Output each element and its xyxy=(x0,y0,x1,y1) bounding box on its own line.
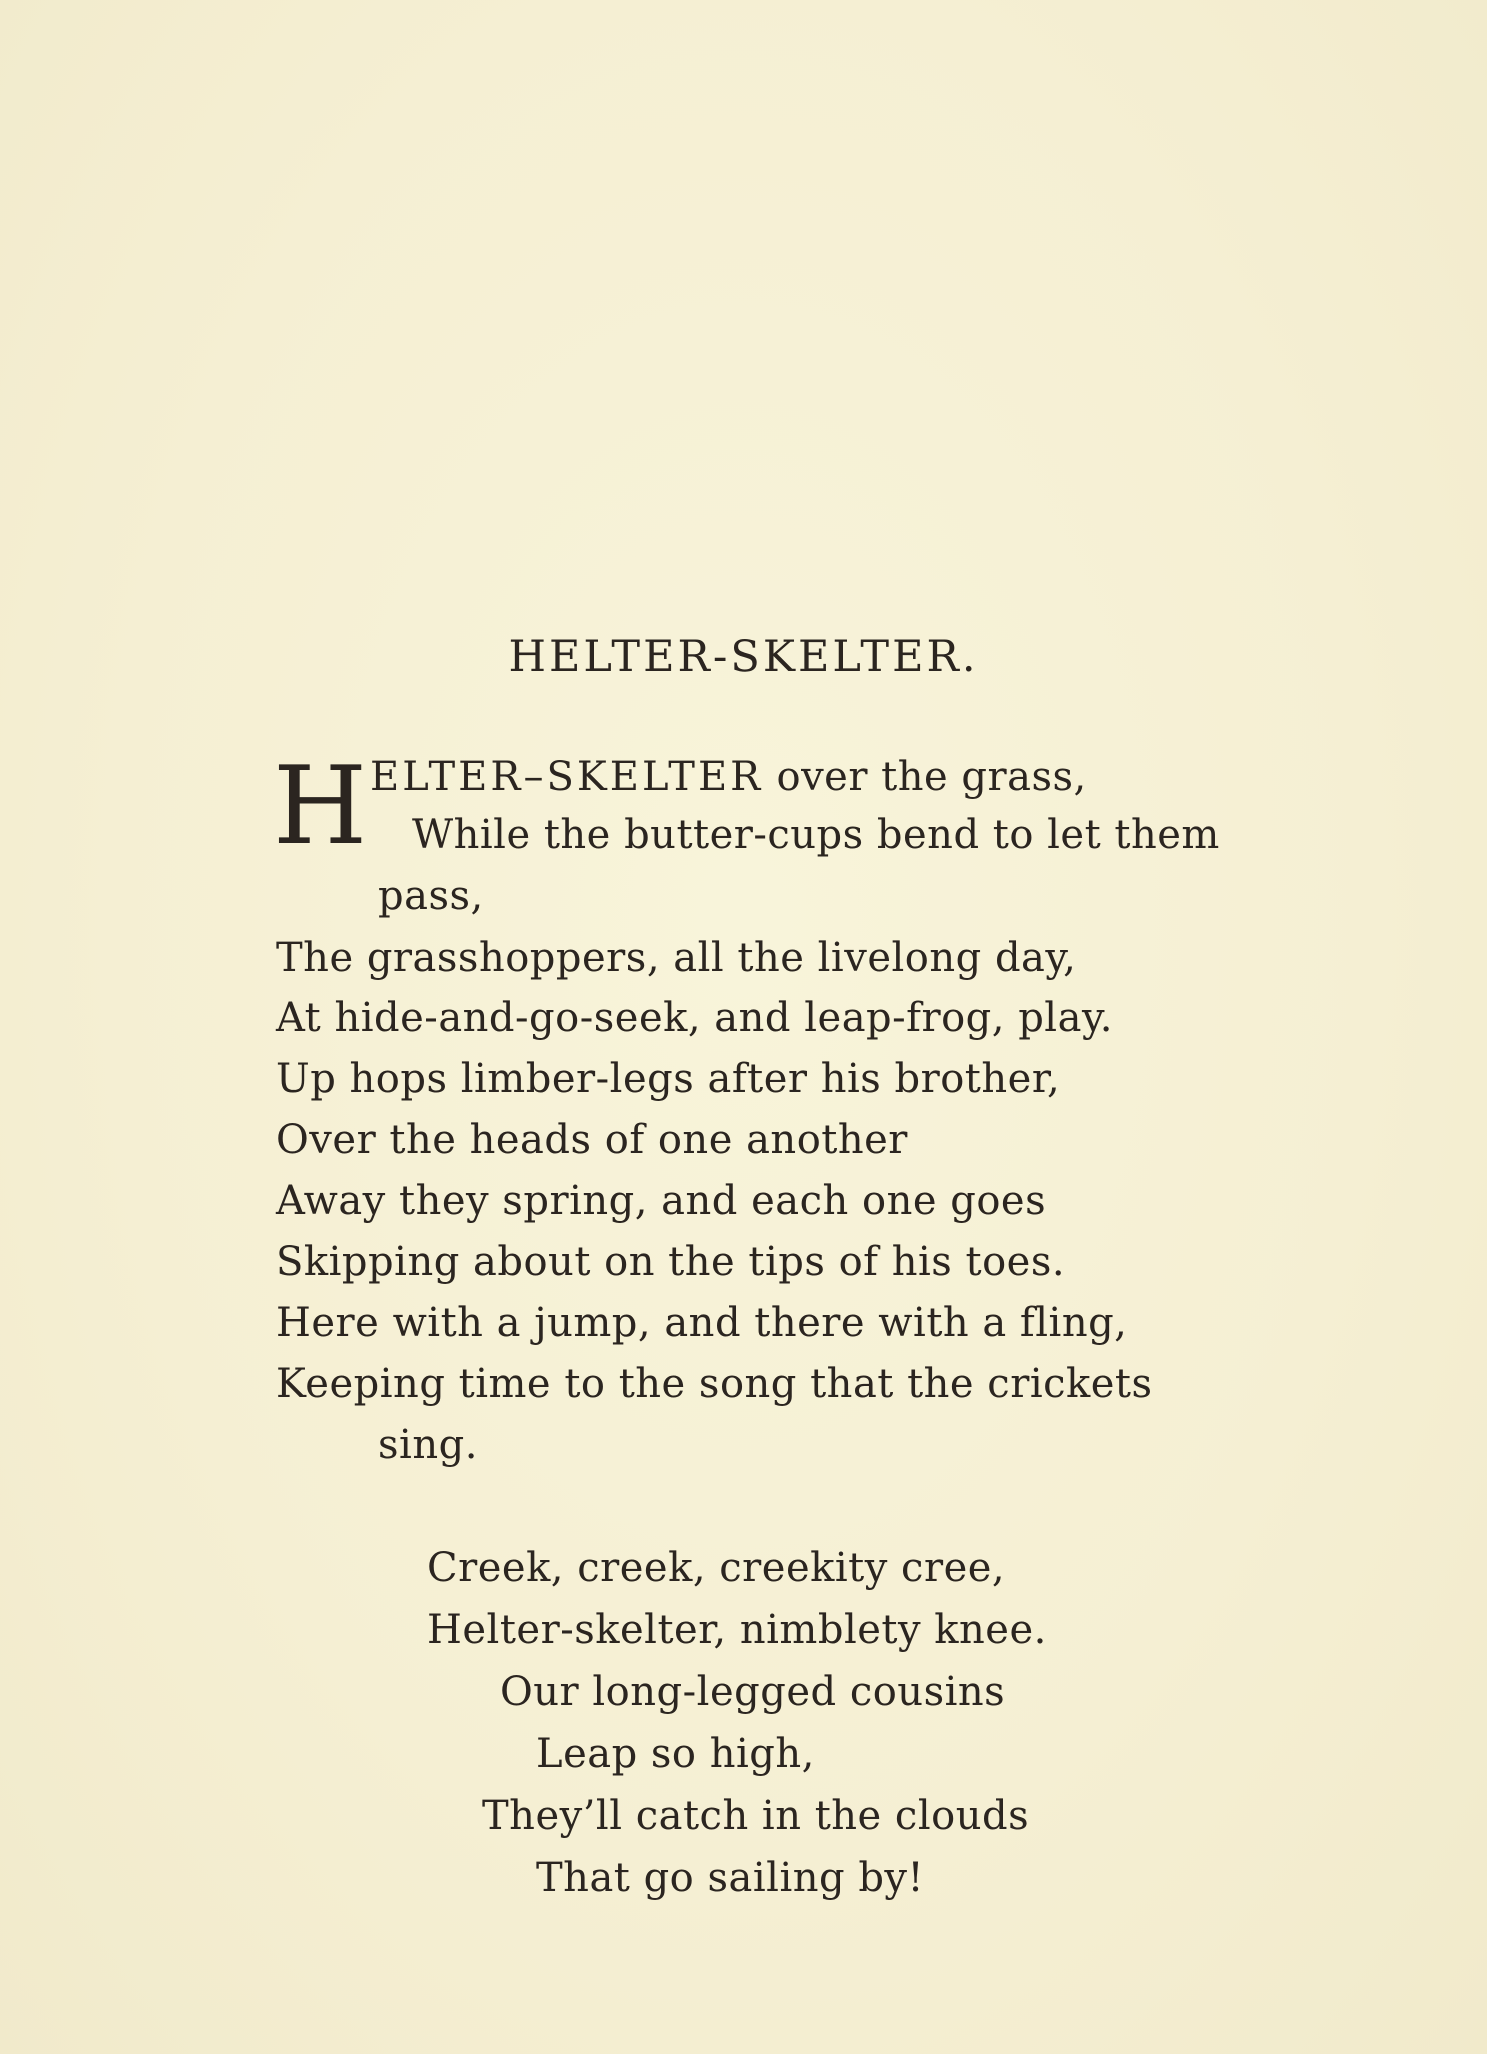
poem-line: Skipping about on the tips of his toes. xyxy=(276,1239,1066,1285)
chorus-line: Our long-legged cousins xyxy=(500,1669,1006,1715)
poem-line: At hide-and-go-seek, and leap-frog, play. xyxy=(276,995,1113,1041)
poem-line: The grasshoppers, all the livelong day, xyxy=(276,935,1077,981)
poem-line: Over the heads of one another xyxy=(276,1117,908,1163)
poem-line: pass, xyxy=(378,873,484,919)
chorus-line: They’ll catch in the clouds xyxy=(482,1793,1030,1839)
poem-line: Away they spring, and each one goes xyxy=(276,1178,1047,1224)
chorus-line: Creek, creek, creekity cree, xyxy=(427,1545,1006,1591)
chorus-line: Leap so high, xyxy=(536,1731,815,1777)
first-line-tail: over the grass, xyxy=(763,754,1087,800)
poem-line: sing. xyxy=(378,1422,478,1468)
first-line xyxy=(370,754,1087,800)
drop-cap: H xyxy=(273,744,368,869)
chorus-line: Helter-skelter, nimblety knee. xyxy=(427,1607,1047,1653)
poem-title: HELTER-SKELTER. xyxy=(508,632,979,682)
poem-line: Up hops limber-legs after his brother, xyxy=(276,1056,1061,1102)
poem-line: Here with a jump, and there with a fling, xyxy=(276,1300,1128,1346)
poem-line: While the butter-cups bend to let them xyxy=(412,812,1220,858)
poem-line: Keeping time to the song that the crickets xyxy=(276,1361,1153,1407)
chorus-line: That go sailing by! xyxy=(536,1855,925,1901)
first-line-caps: ELTER–SKELTER xyxy=(370,754,764,800)
